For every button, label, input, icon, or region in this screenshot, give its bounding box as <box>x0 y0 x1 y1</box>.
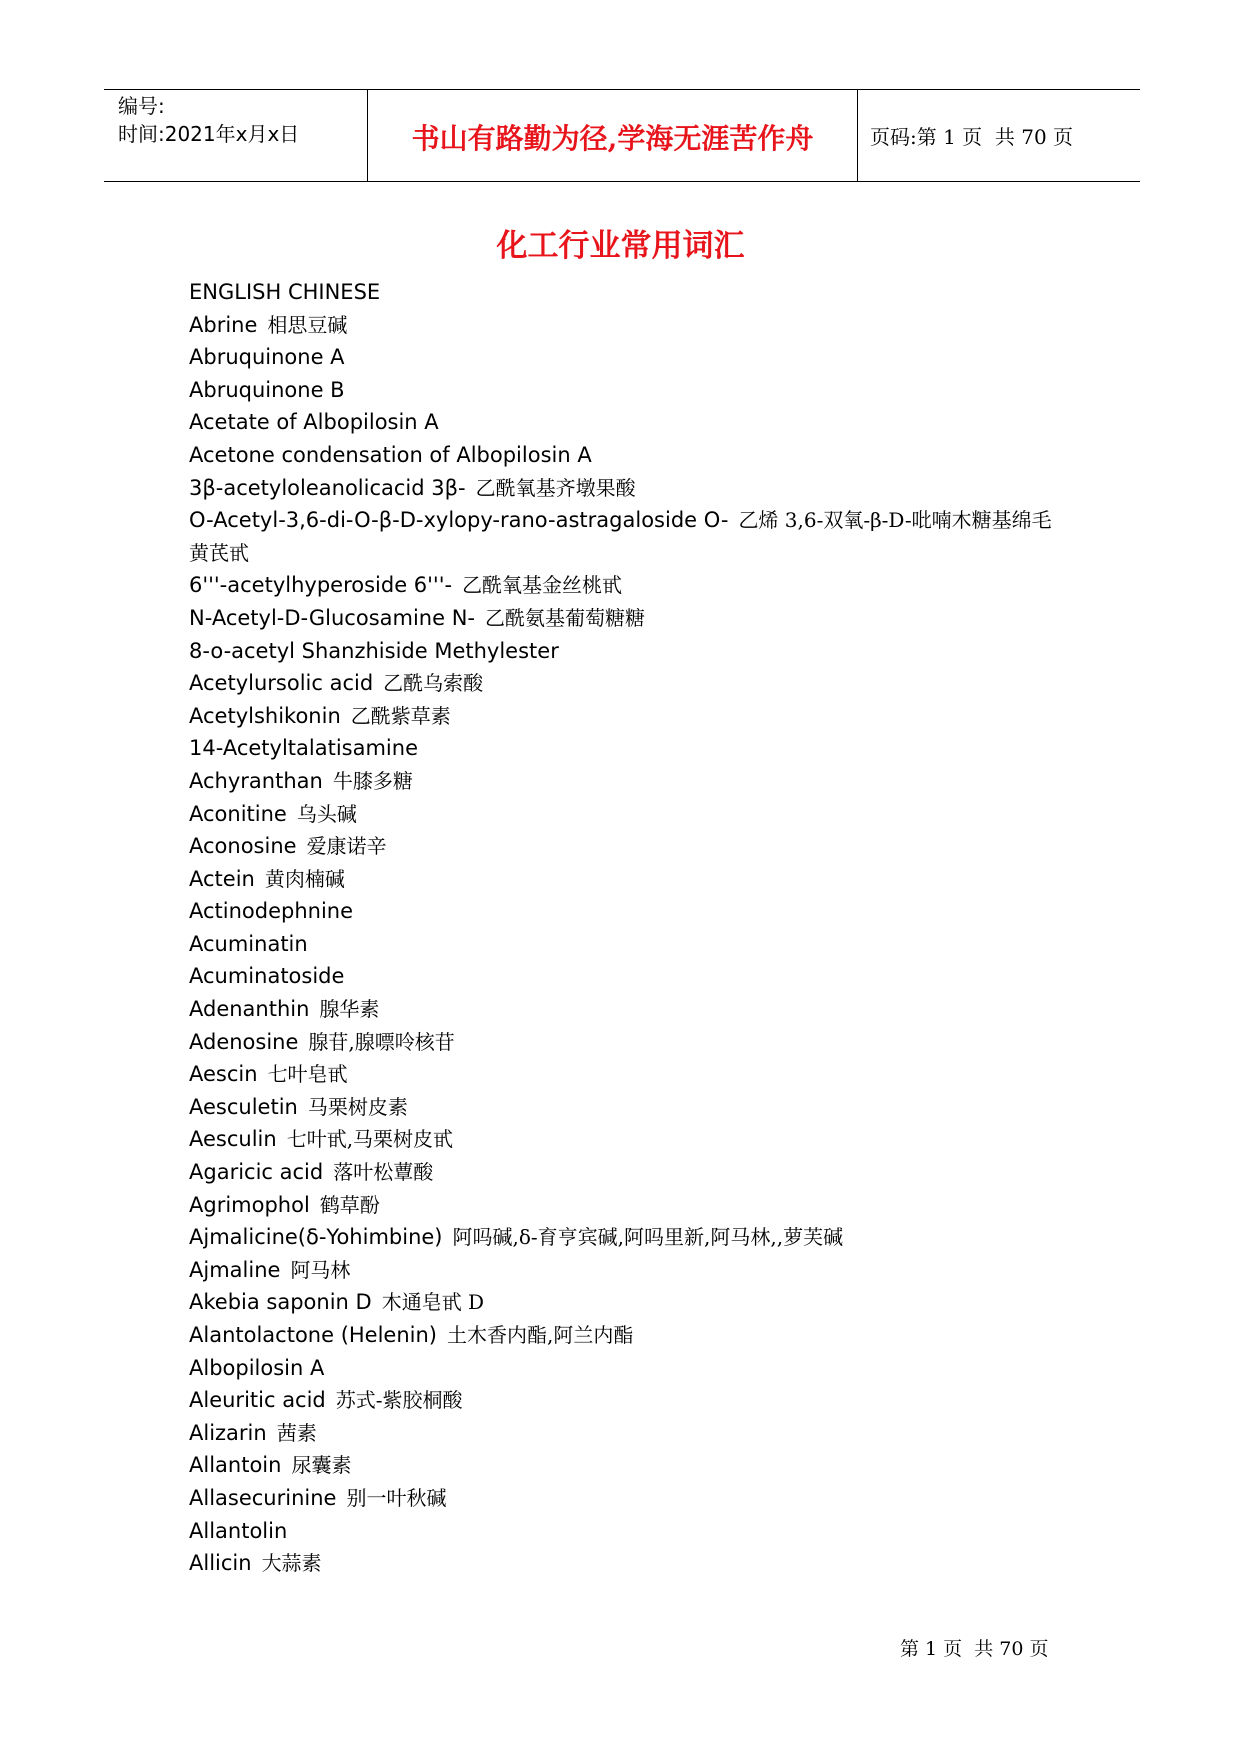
entry-english: Akebia saponin D <box>189 1290 372 1315</box>
entry-chinese: 乙酰乌索酸 <box>383 671 484 696</box>
vocabulary-entry <box>189 1417 1069 1450</box>
vocabulary-entry <box>189 700 1069 733</box>
entry-english: Abrine <box>189 312 258 337</box>
entry-english: Agrimophol <box>189 1192 310 1217</box>
vocabulary-entry <box>189 1384 1069 1417</box>
vocabulary-entry <box>189 1156 1069 1189</box>
entry-english: ENGLISH CHINESE <box>189 280 381 304</box>
entry-chinese: 马栗树皮素 <box>307 1094 408 1119</box>
entry-english: Adenanthin <box>189 997 310 1022</box>
entry-chinese: 阿吗碱,δ-育亨宾碱,阿吗里新,阿马林,,萝芙碱 <box>452 1225 844 1250</box>
entry-english: Alantolactone (Helenin) <box>189 1323 438 1347</box>
vocabulary-entry <box>189 830 1069 863</box>
entry-english: Aesculetin <box>189 1094 298 1119</box>
header-motto: 书山有路勤为径,学海无涯苦作舟 <box>368 90 858 181</box>
vocabulary-entry <box>189 1189 1069 1222</box>
entry-english: Allicin <box>189 1551 252 1576</box>
entry-chinese: 乙酰氧基金丝桃甙 <box>462 573 623 598</box>
vocabulary-entry <box>189 1352 1069 1385</box>
entry-english: Ajmaline <box>189 1257 281 1282</box>
vocabulary-entry <box>189 1482 1069 1515</box>
entry-chinese: 乙烯 3,6-双氧-β-D-吡喃木糖基绵毛黄芪甙 <box>189 508 1052 565</box>
entry-chinese: 牛膝多糖 <box>332 768 413 793</box>
entry-english: Aconosine <box>189 834 297 859</box>
entry-chinese: 乙酰氧基齐墩果酸 <box>475 475 636 500</box>
entry-chinese: 尿囊素 <box>291 1453 352 1478</box>
entry-chinese: 土木香内酯,阿兰内酯 <box>447 1323 634 1347</box>
entry-chinese: 落叶松蕈酸 <box>333 1160 434 1185</box>
vocabulary-entry <box>189 406 1069 439</box>
entry-english: Actein <box>189 866 255 891</box>
entry-english: Actinodephnine <box>189 899 354 924</box>
entry-english: Allantoin <box>189 1453 282 1478</box>
vocabulary-entry <box>189 602 1069 635</box>
entry-english: Acuminatoside <box>189 964 345 989</box>
entry-chinese: 大蒜素 <box>261 1551 322 1576</box>
vocabulary-entry <box>189 667 1069 700</box>
entry-english: Aesculin <box>189 1127 277 1152</box>
entry-english: 6'''-acetylhyperoside 6'''- <box>189 573 453 598</box>
entry-chinese: 乙酰氨基葡萄糖糖 <box>484 605 645 630</box>
entry-english: Acetylursolic acid <box>189 671 374 696</box>
entry-chinese: 阿马林 <box>290 1257 351 1282</box>
entry-chinese: 七叶皂甙 <box>267 1062 348 1087</box>
page-title: 化工行业常用词汇 <box>496 228 745 264</box>
vocabulary-entry <box>189 1449 1069 1482</box>
entry-chinese: 腺华素 <box>319 997 380 1022</box>
entry-chinese: 黄肉楠碱 <box>264 866 345 891</box>
entry-english: Acetone condensation of Albopilosin A <box>189 442 592 467</box>
entry-english: Acetate of Albopilosin A <box>189 410 439 435</box>
entry-chinese: 苏式-紫胶桐酸 <box>335 1388 463 1413</box>
entry-chinese: 木通皂甙 D <box>381 1290 485 1315</box>
entry-english: Albopilosin A <box>189 1355 325 1380</box>
vocabulary-entry <box>189 374 1069 407</box>
vocabulary-entry <box>189 309 1069 342</box>
vocabulary-entry <box>189 798 1069 831</box>
entry-english: Ajmalicine(δ-Yohimbine) <box>189 1225 443 1250</box>
page-header <box>104 89 1140 182</box>
entry-english: Aconitine <box>189 801 287 826</box>
vocabulary-entry <box>189 1254 1069 1287</box>
entry-english: Alizarin <box>189 1420 267 1445</box>
vocabulary-entry <box>189 993 1069 1026</box>
entry-chinese: 七叶甙,马栗树皮甙 <box>286 1127 454 1152</box>
vocabulary-entry <box>189 635 1069 668</box>
entry-english: Abruquinone B <box>189 377 345 402</box>
vocabulary-entry <box>189 472 1069 505</box>
entry-english: Allantolin <box>189 1518 288 1543</box>
vocabulary-entry <box>189 960 1069 993</box>
entry-chinese: 乌头碱 <box>296 801 357 826</box>
vocabulary-entry <box>189 895 1069 928</box>
entry-english: 14-Acetyltalatisamine <box>189 736 419 761</box>
vocabulary-entry <box>189 1026 1069 1059</box>
entry-english: Achyranthan <box>189 768 323 793</box>
page-info-text: 页码:第 1 页 共 70 页 <box>870 125 1074 149</box>
entry-english: O-Acetyl-3,6-di-O-β-D-xylopy-rano-astragaloside O- <box>189 508 729 533</box>
vocabulary-entry <box>189 1091 1069 1124</box>
page-footer: 第 1 页 共 70 页 <box>900 1638 1049 1660</box>
entry-english: Acetylshikonin <box>189 703 341 728</box>
entry-english: N-Acetyl-D-Glucosamine N- <box>189 605 475 630</box>
entry-english: 3β-acetyloleanolicacid 3β- <box>189 475 466 500</box>
vocabulary-entry <box>189 1123 1069 1156</box>
vocabulary-entry <box>189 341 1069 374</box>
vocabulary-entry <box>189 1515 1069 1548</box>
number-label: 编号: <box>118 94 165 118</box>
vocabulary-entry <box>189 928 1069 961</box>
vocabulary-entry <box>189 732 1069 765</box>
vocabulary-entry <box>189 765 1069 798</box>
entry-chinese: 相思豆碱 <box>267 312 348 337</box>
entry-english: 8-o-acetyl Shanzhiside Methylester <box>189 638 559 663</box>
vocabulary-entry <box>189 504 1069 569</box>
entry-chinese: 茜素 <box>276 1420 317 1445</box>
vocabulary-entry <box>189 1286 1069 1319</box>
entry-chinese: 乙酰紫草素 <box>350 703 451 728</box>
header-meta <box>104 90 368 181</box>
vocabulary-entry <box>189 1221 1069 1254</box>
entry-english: Aleuritic acid <box>189 1388 326 1413</box>
entry-english: Allasecurinine <box>189 1485 337 1510</box>
vocabulary-entry <box>189 276 1069 309</box>
entry-english: Acuminatin <box>189 931 308 956</box>
entry-english: Adenosine <box>189 1029 299 1054</box>
entry-chinese: 腺苷,腺嘌呤核苷 <box>308 1029 455 1054</box>
vocabulary-entry <box>189 569 1069 602</box>
entry-english: Abruquinone A <box>189 345 345 370</box>
entry-chinese: 爱康诺辛 <box>306 834 387 859</box>
vocabulary-entry <box>189 863 1069 896</box>
entry-chinese: 鹤草酚 <box>319 1192 380 1217</box>
vocabulary-entry <box>189 439 1069 472</box>
vocabulary-entry <box>189 1058 1069 1091</box>
vocabulary-entry <box>189 1547 1069 1580</box>
entry-chinese: 别一叶秋碱 <box>346 1485 447 1510</box>
vocabulary-entry <box>189 1319 1069 1352</box>
vocabulary-list <box>189 276 1069 1580</box>
entry-english: Aescin <box>189 1062 258 1087</box>
entry-english: Agaricic acid <box>189 1160 324 1185</box>
header-page-info <box>858 90 1140 181</box>
time-label: 时间:2021年x月x日 <box>118 122 300 146</box>
